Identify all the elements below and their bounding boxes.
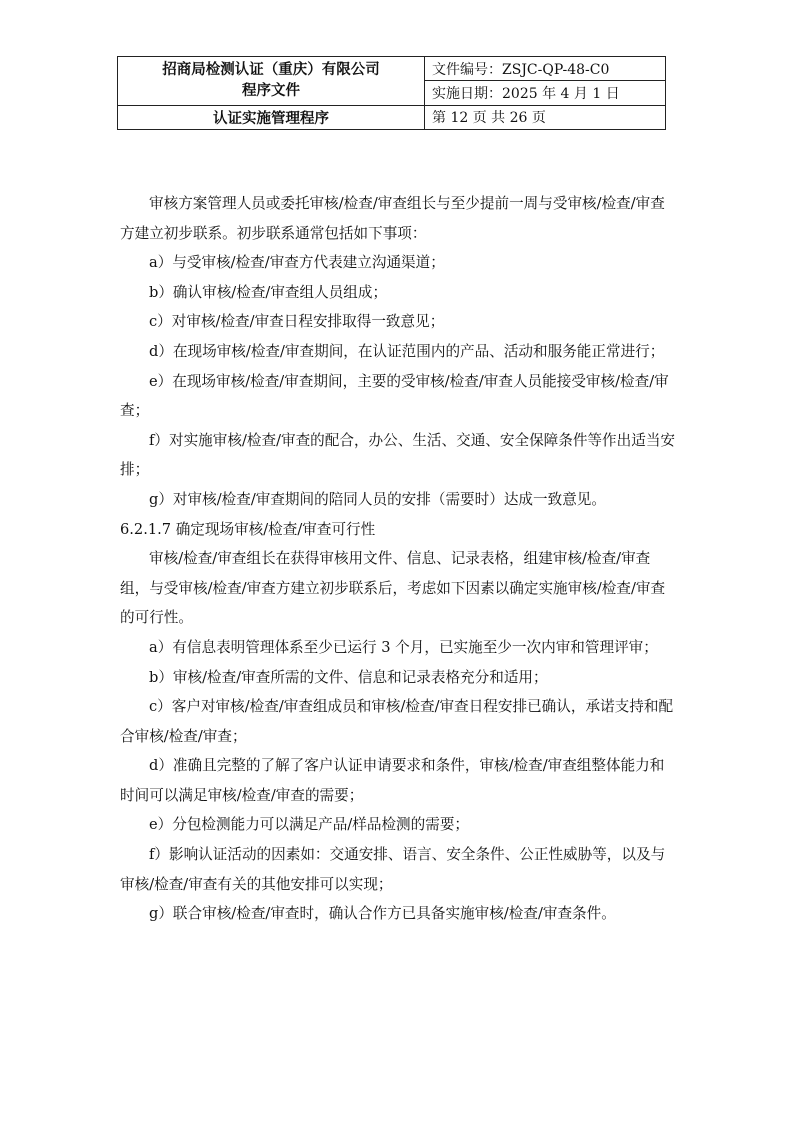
page-info: 第 12 页 共 26 页 <box>425 105 666 129</box>
list-item: e）分包检测能力可以满足产品/样品检测的需要； <box>149 816 470 834</box>
list-item: a）与受审核/检查/审查方代表建立沟通渠道； <box>149 254 445 272</box>
list-item: d）在现场审核/检查/审查期间，在认证范围内的产品、活动和服务能正常进行； <box>149 342 665 360</box>
list-item: b）审核/检查/审查所需的文件、信息和记录表格充分和适用； <box>149 668 548 686</box>
document-number: 文件编号：ZSJC-QP-48-C0 <box>425 57 666 81</box>
list-item: e）在现场审核/检查/审查期间，主要的受审核/检查/审查人员能接受审核/检查/审查； <box>120 372 669 420</box>
list-item: a）有信息表明管理体系至少已运行 3 个月，已实施至少一次内审和管理评审； <box>149 638 658 656</box>
document-type: 程序文件 <box>242 82 300 99</box>
list-item: g）对审核/检查/审查期间的陪同人员的安排（需要时）达成一致意见。 <box>149 490 606 508</box>
section-heading: 6.2.1.7 确定现场审核/检查/审查可行性 <box>120 520 376 538</box>
header-company-cell <box>118 57 425 106</box>
document-header-table <box>117 56 666 130</box>
list-item: d）准确且完整的了解了客户认证申请要求和条件，审核/检查/审查组整体能力和时间可以满足审核/检查/审查的需要； <box>120 757 665 804</box>
list-item: c）客户对审核/检查/审查组成员和审核/检查/审查日程安排已确认，承诺支持和配合审核/检查/审查； <box>120 698 674 745</box>
document-body <box>120 189 676 929</box>
section-intro-paragraph: 审核/检查/审查组长在获得审核用文件、信息、记录表格，组建审核/检查/审查组，与受审核/检查/审查方建立初步联系后，考虑如下因素以确定实施审核/检查/审查的可行性。 <box>120 550 666 627</box>
list-item: c）对审核/检查/审查日程安排取得一致意见； <box>149 313 445 331</box>
list-item: f）对实施审核/检查/审查的配合，办公、生活、交通、安全保障条件等作出适当安排； <box>120 431 676 479</box>
list-item: f）影响认证活动的因素如：交通安排、语言、安全条件、公正性威胁等，以及与审核/检查/审查有关的其他安排可以实现； <box>120 846 666 893</box>
list-item: g）联合审核/检查/审查时，确认合作方已具备实施审核/检查/审查条件。 <box>149 905 616 923</box>
effective-date: 实施日期：2025 年 4 月 1 日 <box>425 81 666 105</box>
list-item: b）确认审核/检查/审查组人员组成； <box>149 283 388 301</box>
intro-paragraph: 审核方案管理人员或委托审核/检查/审查组长与至少提前一周与受审核/检查/审查方建立初步联系。初步联系通常包括如下事项： <box>120 195 665 242</box>
document-title: 认证实施管理程序 <box>118 105 425 129</box>
company-name: 招商局检测认证（重庆）有限公司 <box>162 61 380 78</box>
